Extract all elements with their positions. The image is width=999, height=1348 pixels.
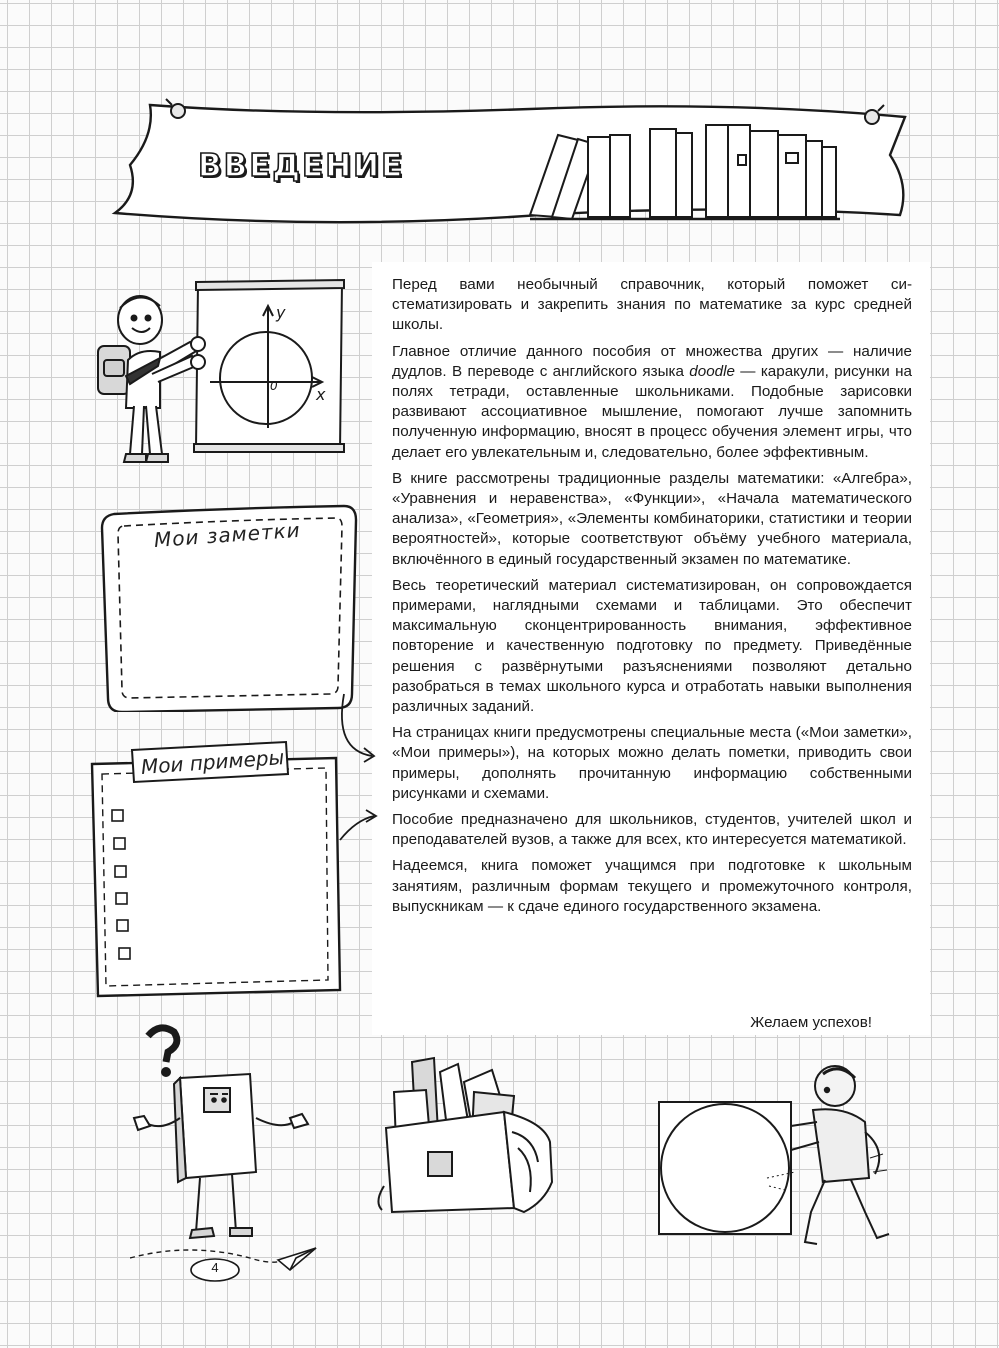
paragraph: Надеемся, книга поможет учащимся при подготовке к школьным занятиям, различным формам текущего и промежуточного контроля, выпускникам — к сдаче единого государственного экзамена. [392,857,912,915]
checkbox-icon [114,838,125,849]
checkbox-icon [116,893,127,904]
books-icon [530,125,840,219]
axis-y-label: y [276,303,286,322]
doodle-term: doodle [689,362,735,380]
axis-x-label: x [316,385,326,404]
paragraph: Пособие предназначено для школьников, студентов, учителей школ и преподавателей вузов, а также для всех, кто интересуется математикой. [392,811,912,849]
checkbox-icon [112,810,123,821]
checkbox-icon [117,920,128,931]
student-poster-illustration [90,278,355,473]
paragraph: Главное отличие данного пособия от множества других — наличие дудлов. В переводе с английского языка doodle — каракули, рисунки на полях тетради, оставленные школьниками. Подобные зарисовки развивают ассоциативное мышление, помогают лучше запомнить полученную информацию, вносят в процесс обучения элемент игры, что делает его увлекательным и, следовательно, более эффективным. [392,342,912,461]
examples-box [88,740,346,1000]
pushing-girl-illustration [655,1062,895,1262]
paragraph: Перед вами необычный справочник, который поможет систематизировать и закрепить знания по математике за курс средней школы. [392,276,912,334]
examples-title: Мои примеры [140,745,285,779]
paper-plane-icon [278,1248,316,1270]
intro-text [392,275,912,923]
paragraph: Весь теоретический материал систематизирован, он сопровождается примерами, наглядными схемами и таблицами. Это обеспечит максимальную сконцентрированность внимания, эффективное повторение и качественную подготовку по предмету. Приведённые решения с развёрнутыми разъяснениями позволяют детально разобраться в темах школьного курса и отработать навыки выполнения различных заданий. [392,576,912,716]
page-number: 4 [211,1260,219,1275]
school-bag-illustration [374,1052,574,1222]
confused-book-illustration [130,1022,320,1272]
notes-title: Мои заметки [153,517,302,552]
paragraph: В книге рассмотрены традиционные разделы математики: «Алгебра», «Уравнения и неравенства», «Функции», «Начала математического анализа», «Геометрия», «Элементы комбинаторики, статистики и теории вероятностей», которые соответствуют объёму учебного материала, включённого в единый государственный экзамен по математике. [392,469,912,568]
checkbox-icon [115,866,126,877]
origin-label: 0 [270,379,278,393]
paragraph: На страницах книги предусмотрены специальные места («Мои заметки», «Мои примеры»), на которых можно делать пометки, приводить свои примеры, дополнять прочитанную информацию собственными рисунками и схемами. [392,724,912,802]
page-title: ВВЕДЕНИЕ [198,148,405,184]
checkbox-icon [119,948,130,959]
signoff: Желаем успехов! [750,1014,872,1031]
